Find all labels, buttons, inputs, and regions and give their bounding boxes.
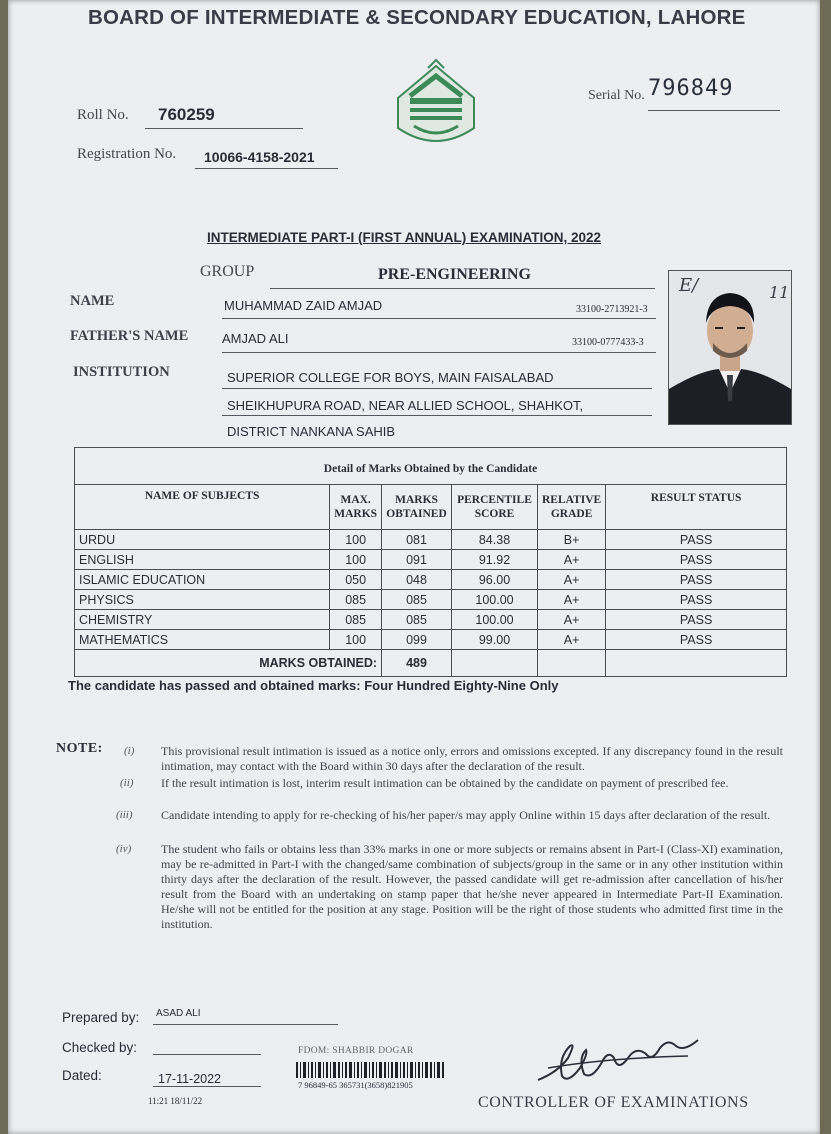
print-time: 11:21 18/11/22	[148, 1096, 203, 1106]
board-title: BOARD OF INTERMEDIATE & SECONDARY EDUCATION, LAHORE	[88, 6, 746, 29]
table-row	[75, 530, 787, 550]
subject-cell: PHYSICS	[75, 590, 330, 610]
percentile-cell: 96.00	[452, 570, 538, 590]
total-label: MARKS OBTAINED:	[75, 650, 382, 677]
grade-cell: A+	[537, 610, 605, 630]
subject-cell: CHEMISTRY	[75, 610, 330, 630]
roll-number: 760259	[158, 105, 215, 124]
controller-signature-icon	[528, 1028, 718, 1090]
status-cell: PASS	[606, 610, 787, 630]
percentile-cell: 100.00	[452, 610, 538, 630]
max-cell: 100	[330, 530, 382, 550]
grade-cell: A+	[537, 630, 605, 650]
institution-label: INSTITUTION	[73, 364, 170, 380]
percentile-cell: 100.00	[452, 590, 538, 610]
note-text: If the result intimation is lost, interim result intimation can be obtained by the candidate on payment of prescribed fee.	[161, 776, 729, 790]
note-num: (ii)	[120, 777, 134, 789]
checked-label: Checked by:	[62, 1040, 138, 1055]
institution-text-2: SHEIKHUPURA ROAD, NEAR ALLIED SCHOOL, SHAHKOT,	[227, 398, 584, 413]
obtained-cell: 091	[382, 550, 452, 570]
dated-label: Dated:	[62, 1068, 102, 1083]
status-cell: PASS	[606, 570, 787, 590]
subject-cell: MATHEMATICS	[75, 630, 330, 650]
status-cell: PASS	[606, 550, 787, 570]
board-logo-icon	[388, 58, 484, 154]
institution-text-1: SUPERIOR COLLEGE FOR BOYS, MAIN FAISALABAD	[227, 370, 554, 385]
grade-cell: A+	[537, 570, 605, 590]
group-label: GROUP	[200, 263, 255, 280]
total-row	[75, 650, 787, 677]
obtained-cell: 081	[382, 530, 452, 550]
table-row	[75, 610, 787, 630]
header-obtained: MARKS OBTAINED	[382, 485, 452, 530]
exam-title: INTERMEDIATE PART-I (FIRST ANNUAL) EXAMINATION, 2022	[207, 230, 602, 245]
note-text: The student who fails or obtains less than 33% marks in one or more subjects or remains absent in Part-I (Class-XI) examination, may be re-admitted in Part-I with the changed/same combination of subjects/group in the same or in any other institution within thirty days after the declaration of the result. However, the passed candidate will get re-admission after cancellation of his/her result from the Board with an undertaking on stamp paper that he/she never appeared in Intermediate Part-II Examination. He/she will not be entitled for the position at any stage. Position will be the right of those students who admitted first time in the institution.	[161, 842, 783, 931]
table-row	[75, 630, 787, 650]
checked-line	[153, 1040, 261, 1055]
note-text: Candidate intending to apply for re-checking of his/her paper/s may apply Online within 15 days after declaration of the result.	[161, 808, 771, 822]
percentile-cell: 99.00	[452, 630, 538, 650]
header-grade: RELATIVE GRADE	[537, 485, 605, 530]
obtained-cell: 085	[382, 610, 452, 630]
max-cell: 085	[330, 590, 382, 610]
photo-mark-right: 11	[769, 283, 790, 302]
note-label: NOTE:	[56, 741, 103, 756]
candidate-photo	[668, 270, 792, 425]
serial-number: 796849	[648, 76, 734, 101]
obtained-cell: 085	[382, 590, 452, 610]
max-cell: 100	[330, 550, 382, 570]
subject-cell: URDU	[75, 530, 330, 550]
roll-label: Roll No.	[77, 107, 129, 123]
header-max: MAX. MARKS	[330, 485, 382, 530]
notes-section	[8, 744, 820, 944]
result-statement: The candidate has passed and obtained marks: Four Hundred Eighty-Nine Only	[68, 678, 559, 693]
result-card	[8, 0, 820, 1134]
grade-cell: B+	[537, 530, 605, 550]
max-cell: 100	[330, 630, 382, 650]
marks-caption: Detail of Marks Obtained by the Candidate	[75, 448, 787, 485]
table-row	[75, 550, 787, 570]
barcode-text: 7 96849-65 365731(3658)821905	[298, 1080, 413, 1090]
marks-table	[74, 447, 787, 677]
group-value: PRE-ENGINEERING	[378, 266, 531, 283]
status-cell: PASS	[606, 590, 787, 610]
candidate-cnic: 33100-2713921-3	[576, 304, 648, 315]
obtained-cell: 099	[382, 630, 452, 650]
subject-cell: ISLAMIC EDUCATION	[75, 570, 330, 590]
subject-cell: ENGLISH	[75, 550, 330, 570]
percentile-cell: 84.38	[452, 530, 538, 550]
institution-text-3: DISTRICT NANKANA SAHIB	[227, 424, 396, 439]
prepared-by: ASAD ALI	[156, 1008, 201, 1019]
name-label: NAME	[70, 293, 115, 309]
table-row	[75, 570, 787, 590]
photo-mark: E/	[679, 275, 699, 296]
percentile-cell: 91.92	[452, 550, 538, 570]
marks-header-row	[75, 485, 787, 530]
registration-label: Registration No.	[77, 146, 177, 162]
father-name: AMJAD ALI	[222, 331, 289, 346]
barcode-icon	[296, 1062, 444, 1078]
prepared-label: Prepared by:	[62, 1010, 140, 1025]
max-cell: 085	[330, 610, 382, 630]
status-cell: PASS	[606, 630, 787, 650]
note-num: (iii)	[116, 809, 133, 821]
grade-cell: A+	[537, 590, 605, 610]
total-marks: 489	[382, 650, 452, 677]
dated-value: 17-11-2022	[158, 1072, 222, 1086]
status-cell: PASS	[606, 530, 787, 550]
father-name-label: FATHER'S NAME	[70, 328, 189, 344]
note-text: This provisional result intimation is issued as a notice only, errors and omissions excepted. If any discrepancy found in the result intimation, may contact with the Board within 30 days after the declaration of the result.	[161, 744, 783, 773]
candidate-name: MUHAMMAD ZAID AMJAD	[224, 298, 383, 313]
grade-cell: A+	[537, 550, 605, 570]
note-num: (iv)	[116, 843, 132, 855]
header-status: RESULT STATUS	[606, 485, 787, 530]
fdom-text: FDOM: SHABBIR DOGAR	[298, 1046, 414, 1056]
registration-number: 10066-4158-2021	[204, 149, 315, 165]
controller-label: CONTROLLER OF EXAMINATIONS	[478, 1094, 749, 1111]
header-subject: NAME OF SUBJECTS	[75, 485, 330, 530]
header-percentile: PERCENTILE SCORE	[452, 485, 538, 530]
max-cell: 050	[330, 570, 382, 590]
obtained-cell: 048	[382, 570, 452, 590]
father-cnic: 33100-0777433-3	[572, 337, 644, 348]
table-row	[75, 590, 787, 610]
serial-label: Serial No.	[588, 88, 645, 103]
note-num: (i)	[124, 745, 135, 757]
